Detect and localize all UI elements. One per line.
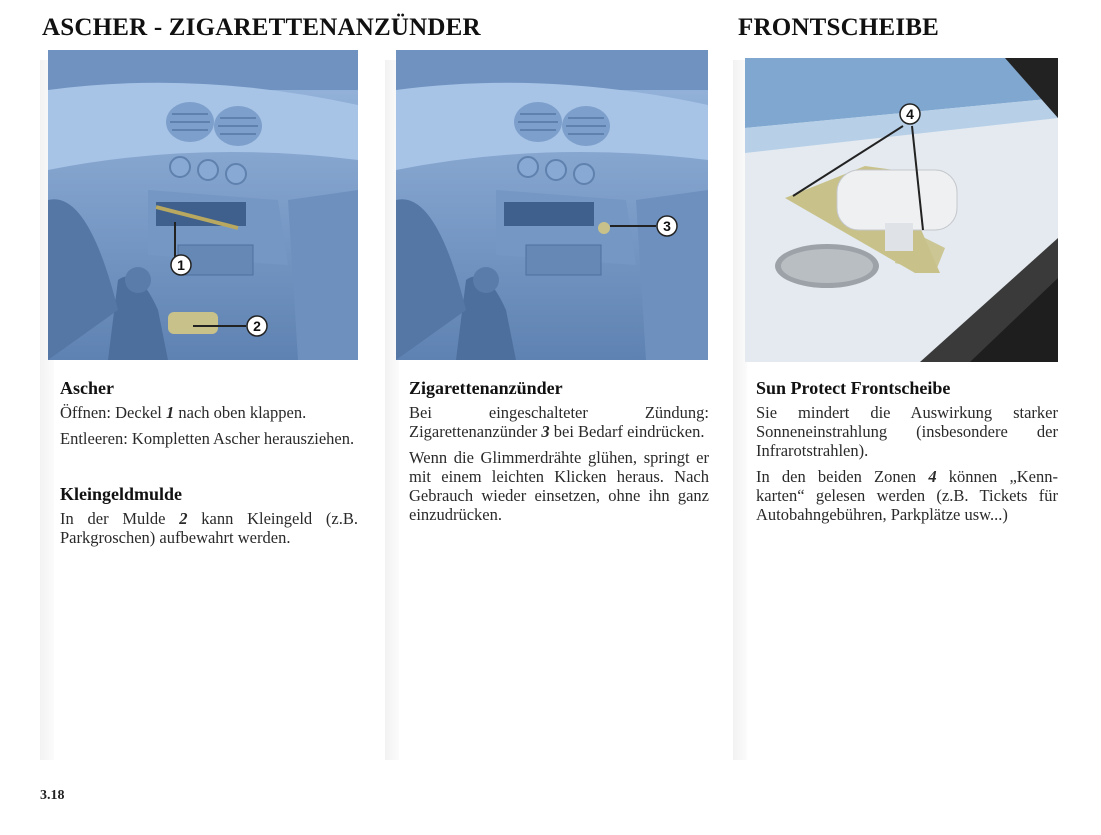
ref-2: 2 xyxy=(179,509,188,528)
paragraph-coin-tray: In der Mulde 2 kann Kleingeld (z.B. Parkgroschen) aufbewahrt werden. xyxy=(60,509,358,547)
callout-4-label: 4 xyxy=(906,106,914,122)
column-windscreen xyxy=(756,379,1058,531)
windscreen-photo xyxy=(745,58,1058,362)
callout-3-label: 3 xyxy=(663,218,671,234)
heading-lighter: Zigarettenanzünder xyxy=(409,378,563,398)
heading-ashtray: Ascher xyxy=(60,378,114,398)
ref-1: 1 xyxy=(166,403,175,422)
air-vent-left xyxy=(166,102,214,142)
section-heading-windscreen: FRONTSCHEIBE xyxy=(738,14,940,41)
lighter-socket xyxy=(598,222,610,234)
column-ashtray xyxy=(60,379,358,554)
paragraph-ashtray-open: Öffnen: Deckel 1 nach oben klappen. xyxy=(60,403,307,422)
ashtray-photo xyxy=(48,50,358,360)
paragraph-sun-protect: Sie mindert die Auswirkung starker Sonneneinstrahlung (insbesondere der Infrarotstrahlen). xyxy=(756,403,1058,460)
paragraph-lighter-release: Wenn die Glimmerdrähte glühen, springt er mit einem leichten Klicken heraus. Nach Gebrauch wieder einsetzen, ohne ihn ganz einzudrücken. xyxy=(409,448,709,524)
section-heading-ashtray-lighter: ASCHER - ZIGARETTENANZÜNDER xyxy=(42,14,481,41)
ref-4: 4 xyxy=(928,467,937,486)
callout-2-label: 2 xyxy=(253,318,261,334)
ref-3: 3 xyxy=(541,422,550,441)
paragraph-ashtray-empty: Entleeren: Kompletten Ascher herausziehen. xyxy=(60,429,355,448)
callout-1-label: 1 xyxy=(177,257,185,273)
heading-coin-tray: Kleingeldmulde xyxy=(60,484,183,504)
column-lighter xyxy=(409,379,709,531)
air-vent-right xyxy=(214,106,262,146)
heading-sun-protect: Sun Protect Frontscheibe xyxy=(756,378,951,398)
coin-tray-zone xyxy=(168,312,218,334)
paragraph-lighter-usage: Bei eingeschalteter Zündung: Zigarettenanzünder 3 bei Bedarf eindrücken. xyxy=(409,403,709,441)
lighter-photo xyxy=(396,50,708,360)
page-number: 3.18 xyxy=(40,788,65,803)
paragraph-card-zones: In den beiden Zonen 4 können „Kenn-karten“ gelesen werden (z.B. Tickets für Autobahngebühren, Parkplätze usw...) xyxy=(756,467,1058,524)
